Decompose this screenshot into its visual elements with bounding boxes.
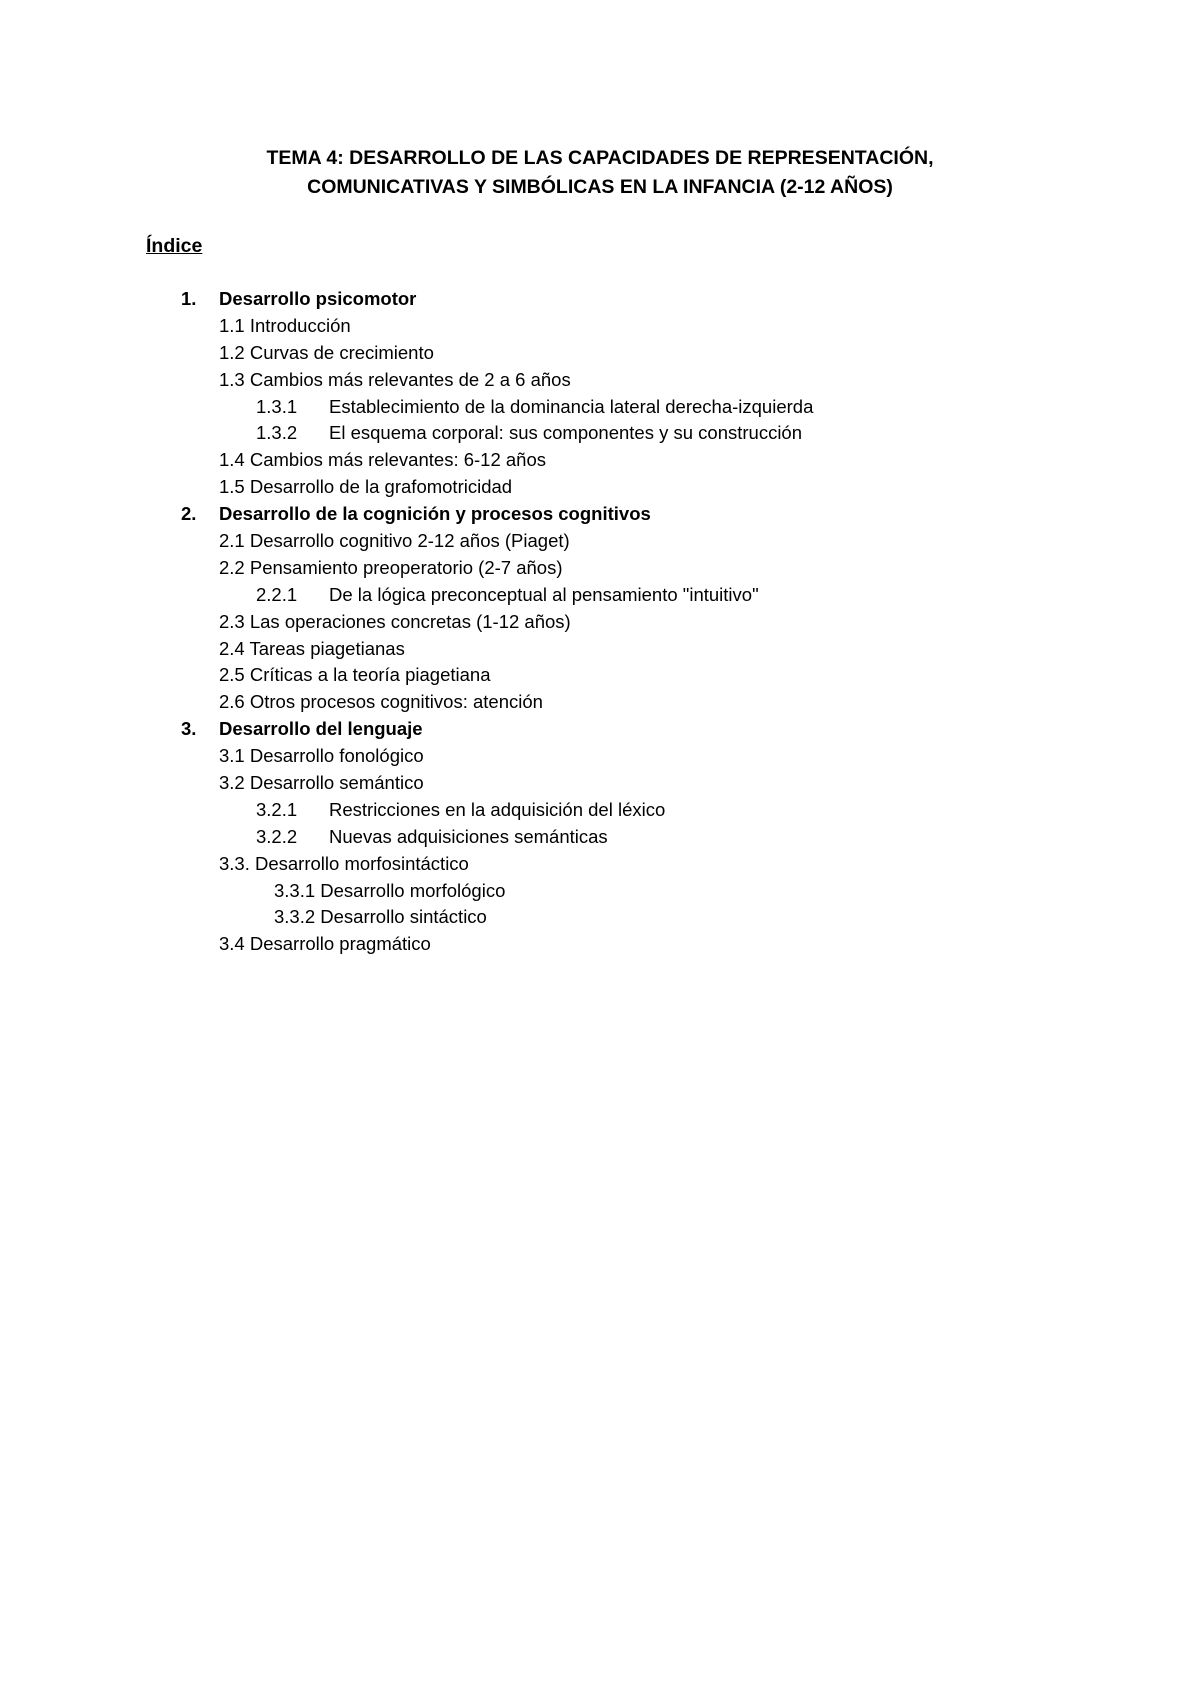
- toc-subitem-number: 1.3.1: [256, 395, 298, 417]
- toc-item-1-4: [0, 447, 1200, 474]
- toc-item-3-4: [0, 931, 1200, 958]
- section-title: Desarrollo psicomotor: [219, 288, 417, 309]
- title-line-1: TEMA 4: DESARROLLO DE LAS CAPACIDADES DE REPRESENTACIÓN,: [266, 147, 934, 169]
- toc-item-1-5: [0, 474, 1200, 501]
- toc-item-2-1: [0, 528, 1200, 555]
- toc-item-3-3-2: [0, 904, 1200, 931]
- section-number: 1.: [181, 288, 197, 309]
- toc-section-1: [0, 286, 1200, 313]
- toc-item-3-2-1: [0, 797, 1200, 824]
- toc-item-1-2: [0, 340, 1200, 367]
- toc-item-2-3: [0, 609, 1200, 636]
- toc-item-text: 2.3 Las operaciones concretas (1-12 años): [219, 610, 571, 632]
- toc-item-3-1: [0, 743, 1200, 770]
- toc-item-3-2-2: [0, 824, 1200, 851]
- toc-item-1-1: [0, 313, 1200, 340]
- toc-item-text: 3.3. Desarrollo morfosintáctico: [219, 852, 469, 874]
- section-title: Desarrollo del lenguaje: [219, 718, 423, 740]
- toc-item-text: 3.2 Desarrollo semántico: [219, 772, 424, 794]
- toc-item-text: 2.5 Críticas a la teoría piagetiana: [219, 664, 491, 686]
- toc-item-2-6: [0, 689, 1200, 716]
- toc-item-text: 3.4 Desarrollo pragmático: [219, 933, 431, 955]
- toc-subitem-text: 3.3.2 Desarrollo sintáctico: [274, 906, 487, 928]
- toc-item-1-3-2: [0, 420, 1200, 447]
- toc-subitem-text: Establecimiento de la dominancia lateral derecha-izquierda: [329, 395, 814, 417]
- toc-item-3-3: [0, 851, 1200, 878]
- toc-subitem-number: 3.2.2: [256, 825, 298, 847]
- toc-item-text: 2.1 Desarrollo cognitivo 2-12 años (Piaget): [219, 530, 570, 552]
- toc-item-text: 1.3 Cambios más relevantes de 2 a 6 años: [219, 368, 571, 390]
- toc-item-2-4: [0, 636, 1200, 663]
- toc-subitem-text: Nuevas adquisiciones semánticas: [329, 825, 608, 847]
- document-title: [0, 144, 1200, 202]
- toc-item-text: 3.1 Desarrollo fonológico: [219, 745, 424, 767]
- section-number: 3.: [181, 718, 197, 740]
- toc-item-text: 1.1 Introducción: [219, 314, 351, 336]
- toc-item-text: 1.4 Cambios más relevantes: 6-12 años: [219, 449, 547, 471]
- toc-item-3-3-1: [0, 878, 1200, 905]
- toc-subitem-number: 3.2.1: [256, 798, 298, 820]
- toc-section-3: [0, 716, 1200, 743]
- toc-subitem-number: 2.2.1: [256, 583, 298, 605]
- toc-item-3-2: [0, 770, 1200, 797]
- toc-item-text: 1.5 Desarrollo de la grafomotricidad: [219, 476, 513, 498]
- toc-item-2-2: [0, 555, 1200, 582]
- toc-subitem-number: 1.3.2: [256, 422, 298, 444]
- toc-subitem-text: De la lógica preconceptual al pensamiento "intuitivo": [329, 583, 759, 605]
- toc-item-text: 1.2 Curvas de crecimiento: [219, 341, 434, 363]
- toc-section-2: [0, 501, 1200, 528]
- toc-item-2-5: [0, 662, 1200, 689]
- toc-subitem-text: El esquema corporal: sus componentes y su construcción: [329, 422, 803, 444]
- table-of-contents: [0, 286, 1200, 958]
- section-title: Desarrollo de la cognición y procesos cognitivos: [219, 503, 651, 525]
- toc-item-2-2-1: [0, 582, 1200, 609]
- title-line-2: COMUNICATIVAS Y SIMBÓLICAS EN LA INFANCIA (2-12 AÑOS): [307, 176, 893, 198]
- toc-item-1-3: [0, 367, 1200, 394]
- toc-item-text: 2.4 Tareas piagetianas: [219, 637, 405, 659]
- toc-subitem-text: 3.3.1 Desarrollo morfológico: [274, 879, 506, 901]
- toc-item-text: 2.2 Pensamiento preoperatorio (2-7 años): [219, 556, 563, 578]
- toc-item-1-3-1: [0, 394, 1200, 421]
- toc-subitem-text: Restricciones en la adquisición del léxico: [329, 798, 666, 820]
- toc-item-text: 2.6 Otros procesos cognitivos: atención: [219, 691, 543, 713]
- index-heading: Índice: [146, 235, 203, 257]
- section-number: 2.: [181, 503, 197, 525]
